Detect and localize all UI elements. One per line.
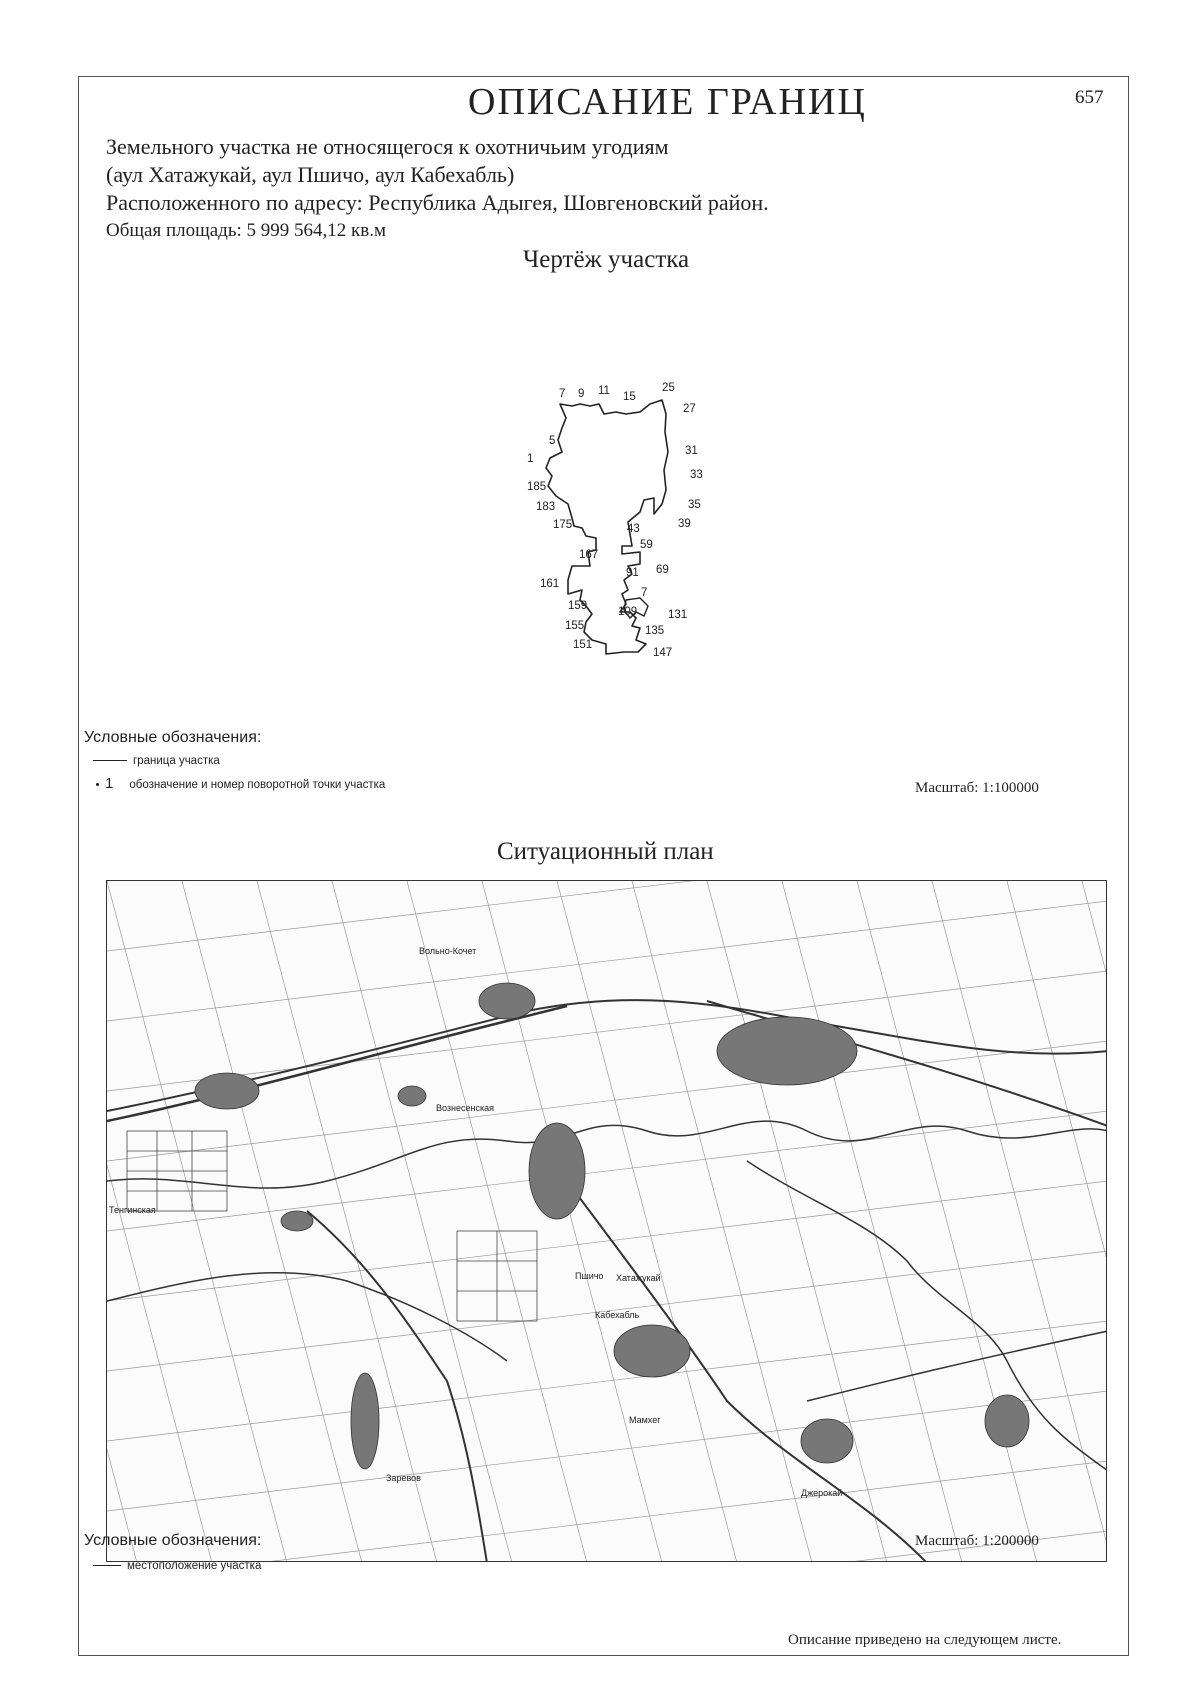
boundary-point-label: 5: [549, 435, 556, 447]
map-grid-line: [1082, 881, 1107, 1562]
map-grid-line: [857, 881, 1037, 1562]
settlement-khatazhukay: [529, 1123, 585, 1219]
map-grid-line: [107, 881, 212, 1562]
river-south: [747, 1161, 1107, 1471]
map-place-label: Вольно-Кочет: [419, 946, 477, 956]
boundary-point-label: 11: [598, 385, 610, 397]
settlement-voznesenskaya: [479, 983, 535, 1019]
boundary-point-label: 175: [553, 519, 573, 531]
map-grid: [107, 881, 1107, 1562]
boundary-point-label: 7: [641, 587, 648, 599]
boundary-point-label: 161: [540, 578, 560, 590]
boundary-point-label: 27: [683, 403, 696, 415]
legend-boundary-label: граница участка: [133, 755, 220, 767]
boundary-point-label: 1: [527, 453, 534, 465]
map-place-label: Вознесенская: [436, 1103, 494, 1113]
settlement-small-2: [281, 1211, 313, 1231]
plan-scale: Масштаб: 1:200000: [915, 1533, 1039, 1549]
legend-location: [93, 1560, 261, 1572]
boundary-point-label: 147: [653, 647, 673, 659]
boundary-point-label: 31: [685, 445, 698, 457]
boundary-point-label: 9: [578, 388, 585, 400]
settlements: [195, 983, 1029, 1469]
boundary-point-label: 131: [668, 609, 688, 621]
map-grid-line: [182, 881, 362, 1562]
river: [107, 1121, 1107, 1188]
boundary-point-label: 167: [579, 549, 599, 561]
parcel-drawing: [0, 0, 1200, 720]
field-blocks: [127, 1131, 537, 1321]
situation-plan-heading: Ситуационный план: [497, 838, 714, 865]
map-grid-line: [107, 1391, 1107, 1511]
boundary-point-label: 155: [565, 620, 585, 632]
boundary-point-label: 59: [640, 539, 653, 551]
map-place-label: Пшичо: [575, 1271, 604, 1281]
map-place-label: Кабехабль: [595, 1310, 640, 1320]
boundary-point-label: 35: [688, 499, 701, 511]
map-grid-line: [107, 1321, 1107, 1441]
map-grid-line: [107, 881, 287, 1562]
parcel-area: Общая площадь: 5 999 564,12 кв.м: [106, 220, 386, 241]
map-grid-line: [107, 881, 1107, 951]
map-place-label: Джерокай: [801, 1488, 843, 1498]
legend-boundary: [93, 755, 220, 767]
page-title: ОПИСАНИЕ ГРАНИЦ: [468, 81, 867, 123]
map-grid-line: [107, 901, 1107, 1021]
location-line-symbol: [93, 1565, 121, 1566]
map-place-label: Мамхег: [629, 1415, 661, 1425]
map-place-label: Заревов: [386, 1473, 421, 1483]
settlements-list: (аул Хатажукай, аул Пшичо, аул Кабехабль): [106, 162, 515, 187]
road-east-south: [807, 1331, 1107, 1401]
settlement-east: [717, 1017, 857, 1085]
road-south: [307, 1211, 487, 1562]
legend-location-label: местоположение участка: [127, 1560, 262, 1572]
boundary-point-label: 33: [690, 469, 703, 481]
plan-legend-title: Условные обозначения:: [84, 1532, 262, 1549]
settlement-zarevo: [351, 1373, 379, 1469]
boundary-point-label: 185: [527, 481, 547, 493]
boundary-point-label: 159: [568, 600, 588, 612]
map-grid-line: [107, 1041, 1107, 1161]
boundary-point-label: 25: [662, 382, 675, 394]
drawing-legend-title: Условные обозначения:: [84, 729, 262, 746]
map-grid-line: [107, 971, 1107, 1091]
legend-point-label: обозначение и номер поворотной точки участка: [129, 779, 386, 791]
footer-note: Описание приведено на следующем листе.: [788, 1632, 1062, 1648]
settlement-mamkheg: [614, 1325, 690, 1377]
boundary-point-label: 91: [626, 567, 639, 579]
boundary-point-label: 43: [627, 523, 640, 535]
settlement-southeast: [985, 1395, 1029, 1447]
parcel-description: Земельного участка не относящегося к охотничьим угодиям: [106, 134, 669, 159]
legend-point: [96, 775, 385, 792]
map-grid-line: [782, 881, 962, 1562]
boundary-line-symbol: [93, 760, 127, 761]
situation-map: [106, 880, 1107, 1562]
parcel-address: Расположенного по адресу: Республика Адыгея, Шовгеновский район.: [106, 190, 769, 215]
drawing-scale: Масштаб: 1:100000: [915, 780, 1039, 796]
legend-point-marker: 1: [105, 775, 114, 792]
map-place-label: Хатажукай: [616, 1273, 661, 1283]
boundary-point-label: 151: [573, 639, 593, 651]
page-number: 657: [1075, 87, 1104, 108]
map-grid-line: [107, 1181, 1107, 1301]
boundary-point-labels: [527, 382, 703, 659]
map-grid-line: [632, 881, 812, 1562]
drawing-heading: Чертёж участка: [523, 246, 690, 273]
boundary-point-label: 7: [559, 388, 566, 400]
map-grid-line: [932, 881, 1107, 1562]
point-symbol: [96, 783, 99, 786]
settlement-small-1: [398, 1086, 426, 1106]
boundary-point-label: 15: [623, 391, 636, 403]
boundary-point-label: 39: [678, 518, 691, 530]
boundary-point-label: 69: [656, 564, 669, 576]
settlement-tenginskaya: [195, 1073, 259, 1109]
settlement-dzherokay: [801, 1419, 853, 1463]
map-canvas: [107, 881, 1107, 1562]
map-grid-line: [557, 881, 737, 1562]
boundary-point-label: 135: [645, 625, 665, 637]
map-place-label: Тенгинская: [109, 1205, 156, 1215]
road-diagonal: [567, 1181, 927, 1562]
boundary-point-label: 183: [536, 501, 556, 513]
map-grid-line: [407, 881, 587, 1562]
boundary-point-label: 109: [618, 606, 638, 618]
